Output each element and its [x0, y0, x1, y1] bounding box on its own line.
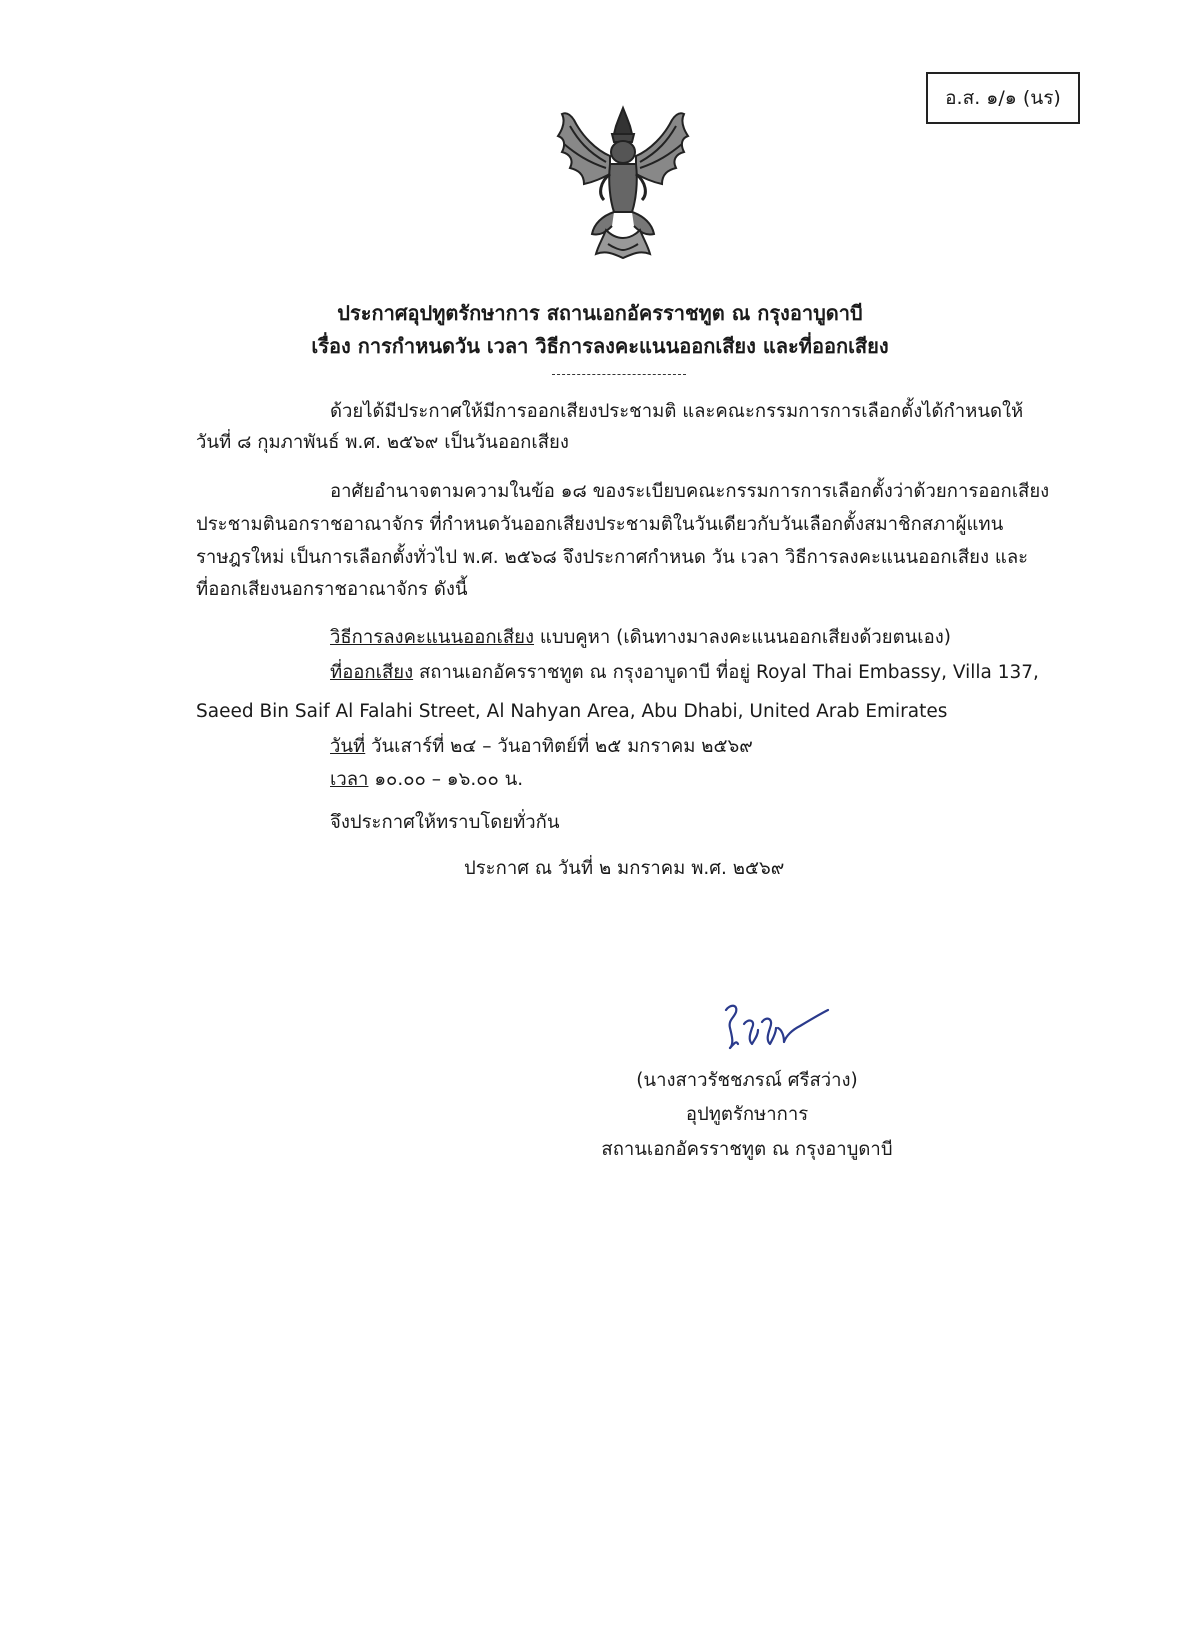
venue-value-line1: สถานเอกอัครราชทูต ณ กรุงอาบูดาบี ที่อยู่ Royal Thai Embassy, Villa 137, — [413, 662, 1039, 683]
date-value: วันเสาร์ที่ ๒๔ – วันอาทิตย์ที่ ๒๕ มกราคม ๒๕๖๙ — [365, 736, 753, 757]
venue-value-line2: Saeed Bin Saif Al Falahi Street, Al Nahyan Area, Abu Dhabi, United Arab Emirates — [196, 701, 948, 722]
time-label: เวลา — [330, 769, 369, 790]
para1-line2: วันที่ ๘ กุมภาพันธ์ พ.ศ. ๒๕๖๙ เป็นวันออกเสียง — [196, 432, 569, 453]
signatory-position: อุปทูตรักษาการ — [685, 1104, 809, 1125]
garuda-emblem-icon — [548, 104, 698, 260]
announcement-date: ประกาศ ณ วันที่ ๒ มกราคม พ.ศ. ๒๕๖๙ — [464, 858, 785, 879]
method-value: แบบคูหา (เดินทางมาลงคะแนนออกเสียงด้วยตนเอง) — [534, 627, 951, 648]
method-label: วิธีการลงคะแนนออกเสียง — [330, 627, 535, 648]
handwritten-signature — [722, 1000, 832, 1060]
announcement-subject: เรื่อง การกำหนดวัน เวลา วิธีการลงคะแนนออกเสียง และที่ออกเสียง — [311, 334, 889, 358]
date-row — [330, 735, 753, 759]
para2-line4: ที่ออกเสียงนอกราชอาณาจักร ดังนี้ — [196, 579, 468, 600]
closing-statement: จึงประกาศให้ทราบโดยทั่วกัน — [330, 812, 560, 833]
para2-line1: อาศัยอำนาจตามความในข้อ ๑๘ ของระเบียบคณะกรรมการการเลือกตั้งว่าด้วยการออกเสียง — [330, 481, 1050, 502]
para2-line3: ราษฎรใหม่ เป็นการเลือกตั้งทั่วไป พ.ศ. ๒๕๖๘ จึงประกาศกำหนด วัน เวลา วิธีการลงคะแนนออกเสียง และ — [196, 547, 1029, 568]
date-label: วันที่ — [330, 736, 366, 757]
venue-row — [330, 661, 1039, 685]
title-divider — [552, 374, 686, 375]
para2-line2: ประชามตินอกราชอาณาจักร ที่กำหนดวันออกเสียงประชามติในวันเดียวกับวันเลือกตั้งสมาชิกสภาผู้แทน — [196, 514, 1004, 535]
signatory-office: สถานเอกอัครราชทูต ณ กรุงอาบูดาบี — [601, 1139, 893, 1160]
time-row — [330, 768, 523, 792]
venue-label: ที่ออกเสียง — [330, 662, 414, 683]
signatory-name: (นางสาวรัชชภรณ์ ศรีสว่าง) — [636, 1070, 858, 1091]
time-value: ๑๐.๐๐ – ๑๖.๐๐ น. — [368, 769, 524, 790]
para1-line1: ด้วยได้มีประกาศให้มีการออกเสียงประชามติ และคณะกรรมการการเลือกตั้งได้กำหนดให้ — [330, 401, 1024, 422]
announcement-title: ประกาศอุปทูตรักษาการ สถานเอกอัครราชทูต ณ กรุงอาบูดาบี — [337, 301, 863, 325]
form-code: อ.ส. ๑/๑ (นร) — [945, 87, 1061, 109]
form-code-box — [926, 72, 1080, 124]
method-row — [330, 626, 951, 650]
